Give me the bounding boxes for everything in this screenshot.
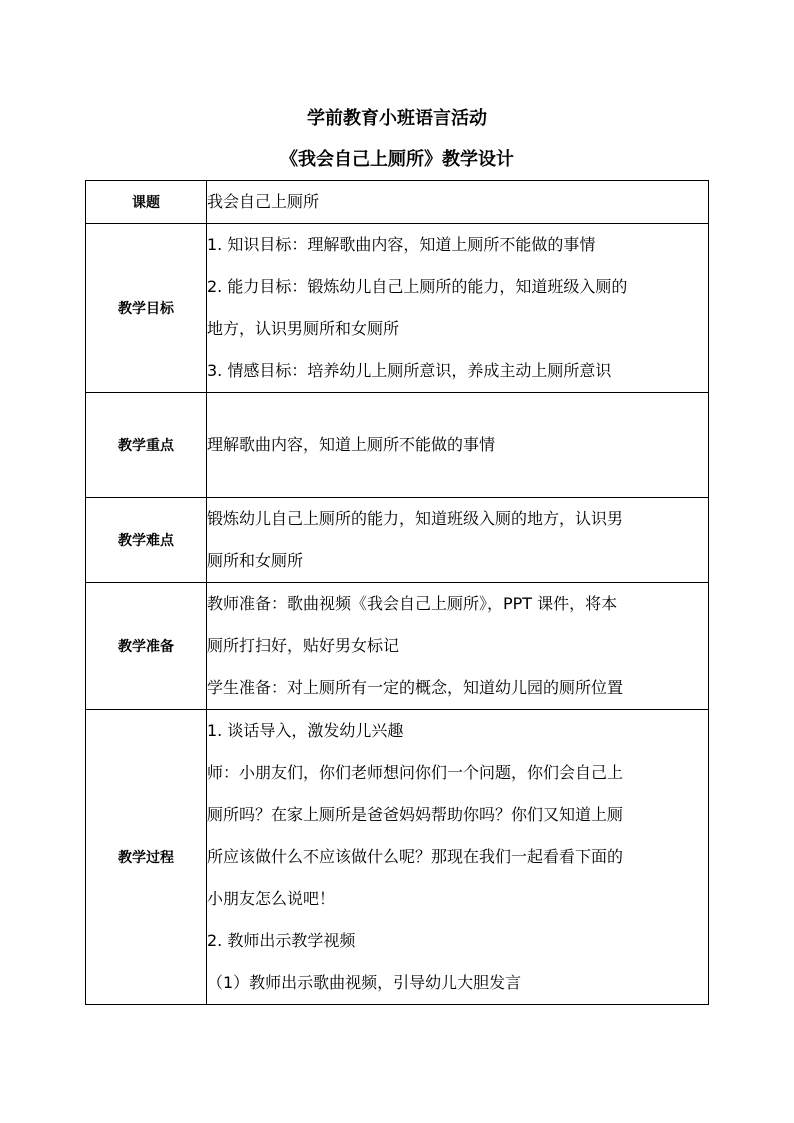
process-line: 厕所吗？在家上厕所是爸爸妈妈帮助你吗？你们又知道上厕	[207, 805, 624, 824]
row-label-prep: 教学准备	[86, 583, 207, 710]
process-line: 2. 教师出示教学视频	[207, 931, 356, 950]
row-label-process: 教学过程	[86, 710, 207, 1005]
goals-line: 2. 能力目标：锻炼幼儿自己上厕所的能力，知道班级入厕的	[207, 277, 628, 296]
row-content-difficult	[207, 498, 709, 583]
difficult-line: 厕所和女厕所	[207, 551, 304, 570]
process-line: 小朋友怎么说吧！	[207, 889, 336, 908]
row-content-goals	[207, 224, 709, 393]
row-content-key: 理解歌曲内容，知道上厕所不能做的事情	[207, 393, 709, 498]
table-row	[86, 710, 709, 1005]
goals-line: 1. 知识目标：理解歌曲内容，知道上厕所不能做的事情	[207, 235, 596, 254]
lesson-plan-table	[85, 180, 709, 1005]
table-row	[86, 498, 709, 583]
row-label-topic: 课题	[86, 181, 207, 224]
table-row	[86, 583, 709, 710]
row-label-difficult: 教学难点	[86, 498, 207, 583]
goals-line: 3. 情感目标：培养幼儿上厕所意识，养成主动上厕所意识	[207, 361, 612, 380]
document-subtitle: 《我会自己上厕所》教学设计	[280, 149, 514, 170]
row-content-process	[207, 710, 709, 1005]
row-label-key: 教学重点	[86, 393, 207, 498]
row-label-goals: 教学目标	[86, 224, 207, 393]
prep-line: 厕所打扫好，贴好男女标记	[207, 636, 400, 655]
difficult-line: 锻炼幼儿自己上厕所的能力，知道班级入厕的地方，认识男	[207, 509, 624, 528]
row-content-prep	[207, 583, 709, 710]
prep-line: 教师准备：歌曲视频《我会自己上厕所》，PPT 课件，将本	[207, 594, 618, 613]
prep-line: 学生准备：对上厕所有一定的概念，知道幼儿园的厕所位置	[207, 678, 624, 697]
goals-line: 地方，认识男厕所和女厕所	[207, 319, 400, 338]
table-row	[86, 181, 709, 224]
table-row	[86, 224, 709, 393]
table-row	[86, 393, 709, 498]
process-line: 所应该做什么不应该做什么呢？那现在我们一起看看下面的	[207, 847, 624, 866]
row-content-topic: 我会自己上厕所	[207, 181, 709, 224]
process-line: （1）教师出示歌曲视频，引导幼儿大胆发言	[207, 973, 522, 992]
document-title: 学前教育小班语言活动	[307, 108, 487, 129]
process-line: 1. 谈话导入，激发幼儿兴趣	[207, 721, 404, 740]
process-line: 师：小朋友们，你们老师想问你们一个问题，你们会自己上	[207, 763, 624, 782]
